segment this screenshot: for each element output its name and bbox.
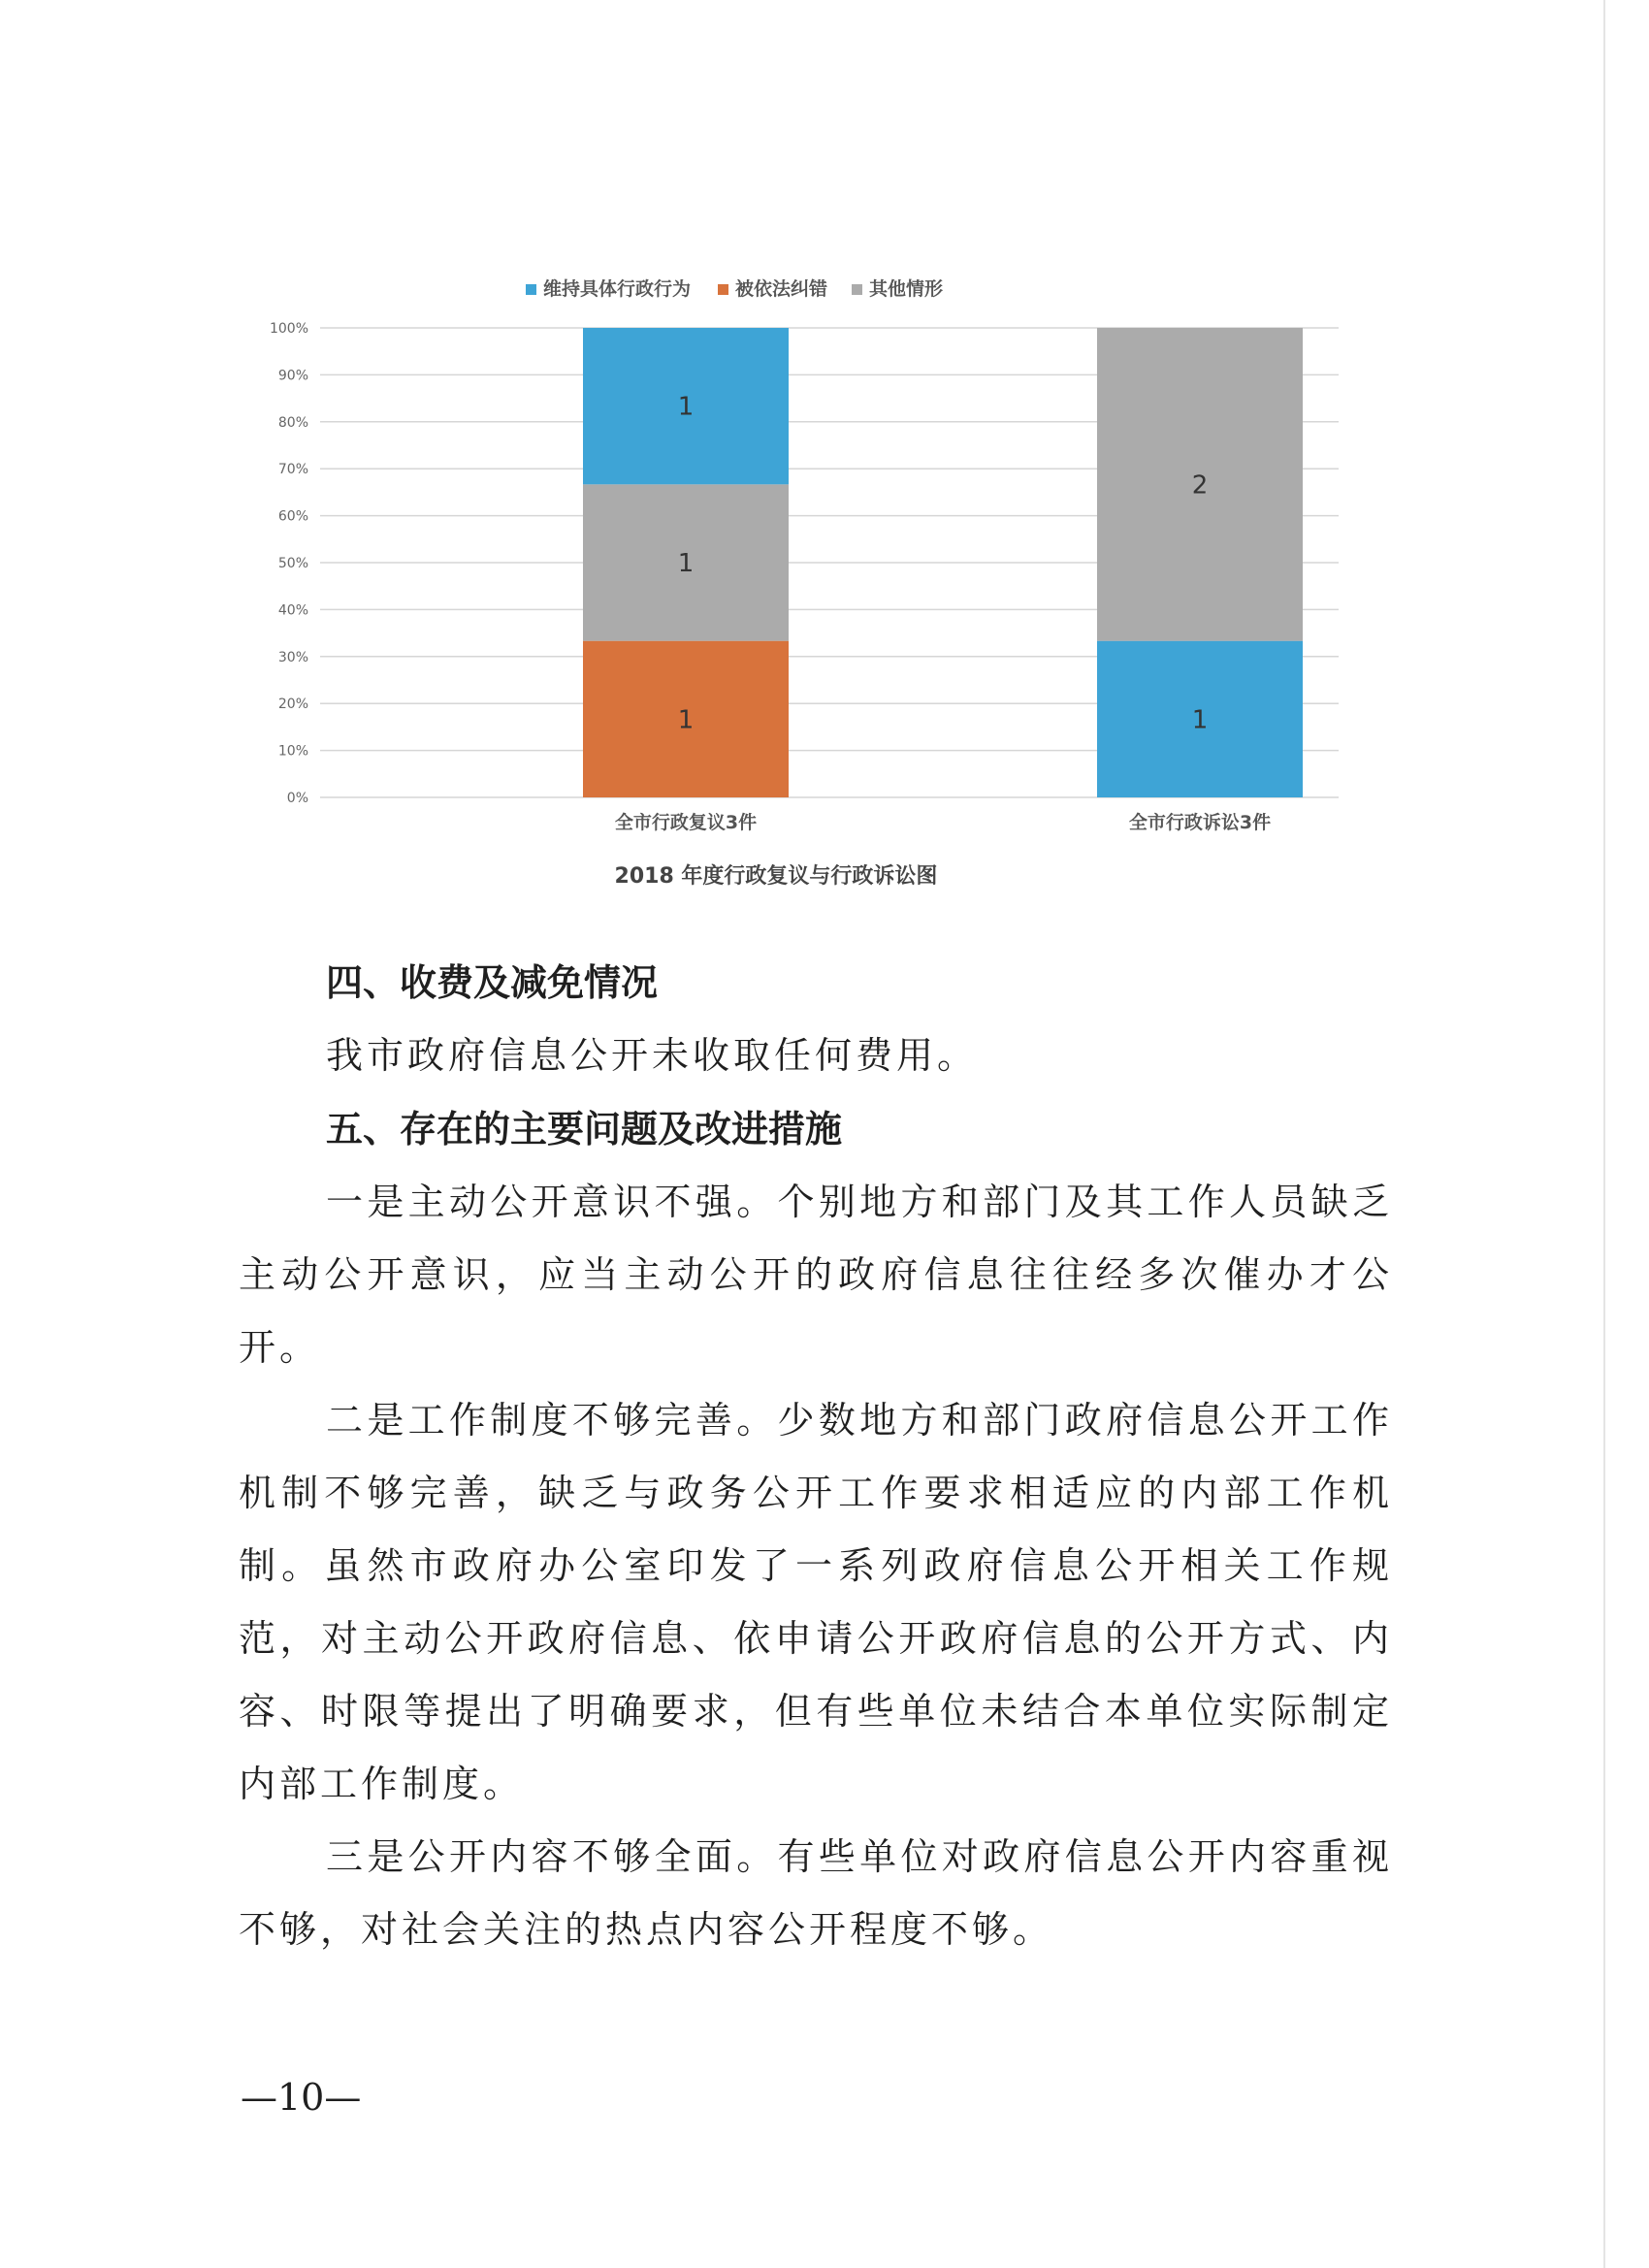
- y-tick-label: 40%: [277, 602, 308, 619]
- page-edge: [1603, 0, 1605, 2268]
- legend-label: 被依法纠错: [735, 278, 828, 300]
- bar-data-label: 1: [677, 392, 695, 422]
- y-tick-label: 60%: [277, 508, 308, 525]
- issue-1-paragraph: 一是主动公开意识不强。个别地方和部门及其工作人员缺乏主动公开意识，应当主动公开的政府信息往往经多次催办才公开。: [239, 1181, 1393, 1369]
- fees-paragraph: 我市政府信息公开未收取任何费用。: [326, 1034, 979, 1077]
- page-number: —10—: [241, 2076, 362, 2119]
- y-tick-label: 70%: [277, 462, 308, 478]
- y-tick-label: 0%: [286, 791, 308, 806]
- legend-swatch: [852, 284, 862, 295]
- legend-swatch: [526, 284, 536, 295]
- bar-data-label: 1: [677, 705, 695, 735]
- y-tick-label: 80%: [277, 414, 308, 431]
- legend-swatch: [718, 284, 728, 295]
- y-tick-label: 20%: [277, 697, 308, 713]
- x-category-label: 全市行政诉讼3件: [1128, 812, 1272, 833]
- legend-label: 其他情形: [869, 278, 944, 300]
- y-tick-label: 10%: [277, 743, 308, 760]
- bar-data-label: 1: [677, 549, 695, 578]
- chart-svg: [233, 272, 1377, 912]
- x-category-label: 全市行政复议3件: [614, 812, 758, 833]
- issue-2-paragraph: 二是工作制度不够完善。少数地方和部门政府信息公开工作机制不够完善，缺乏与政务公开工作要求相适应的内部工作机制。虽然市政府办公室印发了一系列政府信息公开相关工作规范，对主动公开政府信息、依申请公开政府信息的公开方式、内容、时限等提出了明确要求，但有些单位未结合本单位实际制定内部工作制度。: [239, 1399, 1393, 1805]
- legend-label: 维持具体行政行为: [543, 278, 692, 300]
- y-tick-label: 30%: [277, 649, 308, 665]
- fees-heading: 四、收费及减免情况: [326, 961, 659, 1004]
- bar-data-label: 2: [1191, 470, 1209, 501]
- chart-title: 2018 年度行政复议与行政诉讼图: [614, 864, 938, 889]
- document-body: [239, 946, 1393, 1966]
- y-tick-label: 90%: [277, 368, 308, 384]
- y-tick-label: 100%: [269, 321, 308, 337]
- issue-3-paragraph: 三是公开内容不够全面。有些单位对政府信息公开内容重视不够，对社会关注的热点内容公开程度不够。: [239, 1835, 1393, 1951]
- y-tick-label: 50%: [277, 556, 308, 571]
- issues-heading: 五、存在的主要问题及改进措施: [326, 1108, 843, 1150]
- stacked-bar-chart: [233, 272, 1377, 912]
- bar-data-label: 1: [1191, 705, 1209, 735]
